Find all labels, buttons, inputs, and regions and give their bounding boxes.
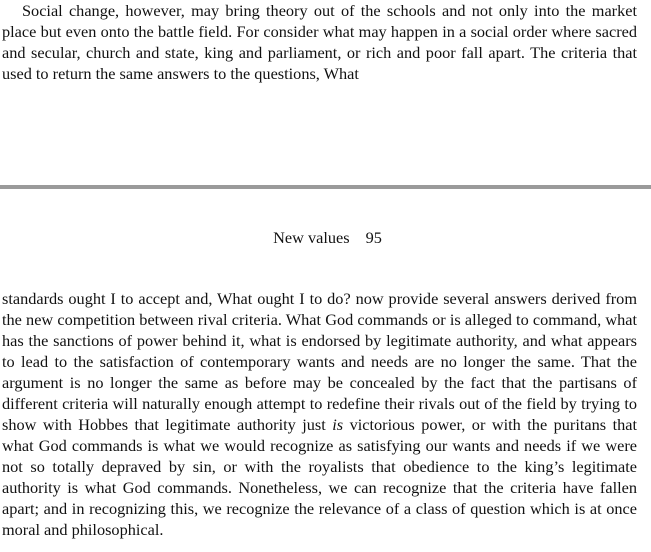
paragraph-text-part-2: victorious power, or with the puritans that what God commands is what we would recognize as satisfying our wants and needs if we were not so totally depraved by sin, or with the royalists that obedience to the king’s legitimate authority is what God commands. Nonetheless, we can recognize that the criteria have fallen apart; and in recognizing this, we recognize the relevance of a class of question which is at once moral and philosophical. — [2, 415, 638, 539]
page-break-divider — [0, 185, 651, 189]
running-head-title: New values — [273, 228, 350, 247]
paragraph-text-part-1: standards ought I to accept and, What ought I to do? now provide several answers derived from the new competition between rival criteria. What God commands or is alleged to command, what has the sanctions of power behind it, what is endorsed by legitimate authority, and what appears to lead to the satisfaction of contemporary wants and needs are no longer the same. That the argument is no longer the same as before may be concealed by the fact that the partisans of different criteria will naturally enough attempt to redefine their rivals out of the field by trying to show with Hobbes that legitimate authority just — [2, 289, 637, 434]
running-head — [0, 227, 651, 248]
page-number: 95 — [365, 228, 382, 247]
top-page-paragraph: Social change, however, may bring theory out of the schools and not only into the market place but even onto the battle field. For consider what may happen in a social order where sacred and secular, church and state, king and parliament, or rich and poor fall apart. The criteria that used to return the same answers to the questions, What — [2, 1, 637, 83]
bottom-page-paragraph — [2, 288, 637, 540]
italic-emphasis: is — [332, 415, 344, 434]
